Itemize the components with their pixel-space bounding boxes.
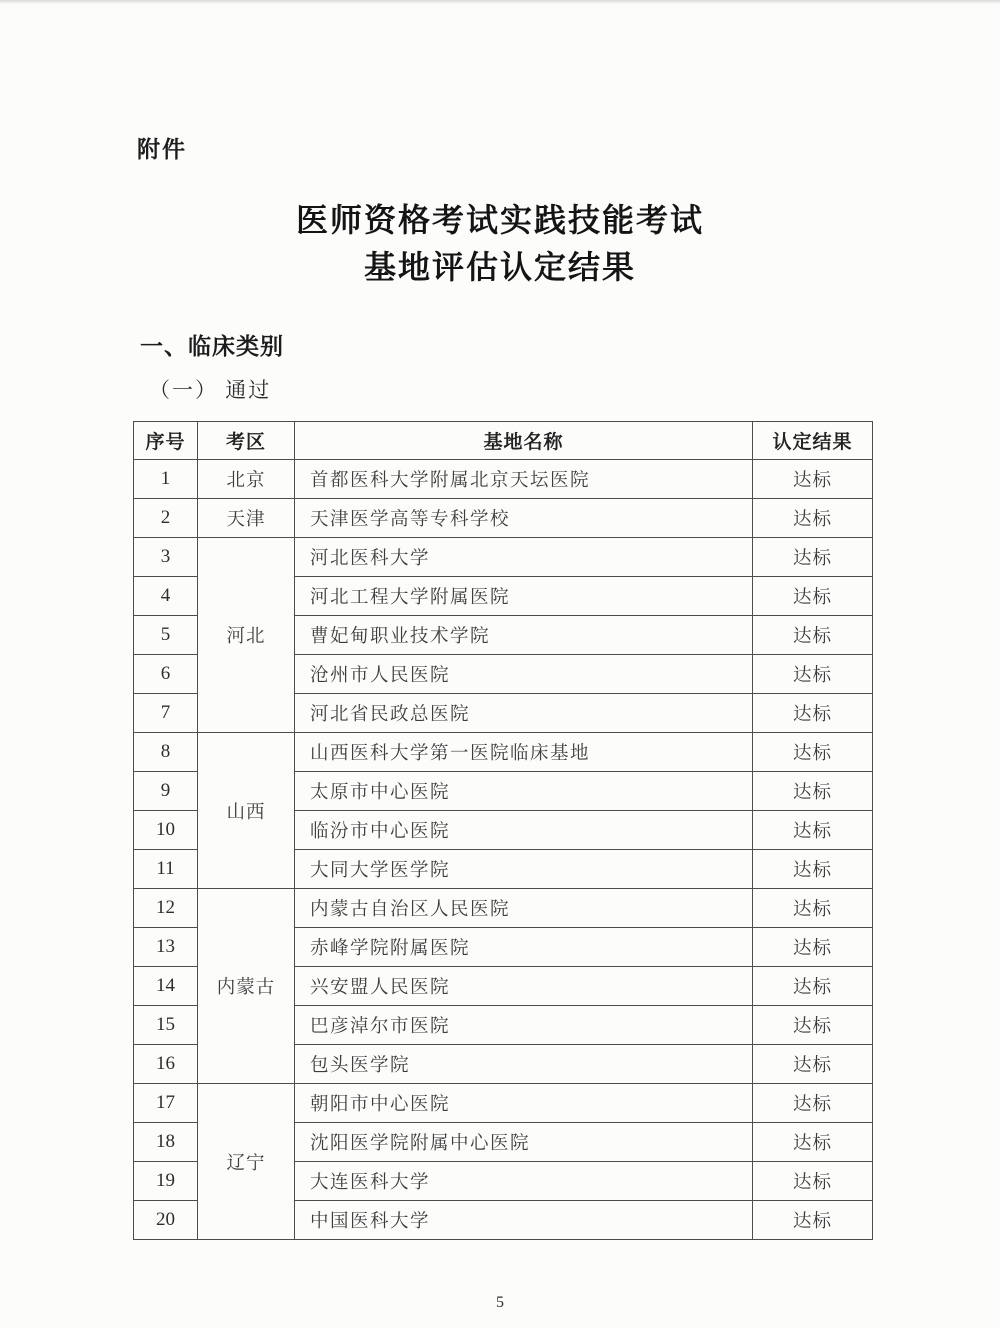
result-cell: 达标 bbox=[753, 538, 873, 577]
serial-number-cell: 16 bbox=[134, 1045, 198, 1084]
serial-number-cell: 10 bbox=[134, 811, 198, 850]
header-exam-region: 考区 bbox=[198, 422, 295, 460]
serial-number-cell: 2 bbox=[134, 499, 198, 538]
base-name-cell: 中国医科大学 bbox=[295, 1201, 753, 1240]
page-number: 5 bbox=[496, 1294, 504, 1311]
result-cell: 达标 bbox=[753, 577, 873, 616]
serial-number-cell: 9 bbox=[134, 772, 198, 811]
base-name-cell: 山西医科大学第一医院临床基地 bbox=[295, 733, 753, 772]
table-row bbox=[134, 1084, 873, 1123]
header-serial-number: 序号 bbox=[134, 422, 198, 460]
table-header bbox=[134, 422, 873, 460]
result-cell: 达标 bbox=[753, 694, 873, 733]
result-cell: 达标 bbox=[753, 1084, 873, 1123]
base-name-cell: 临汾市中心医院 bbox=[295, 811, 753, 850]
base-name-cell: 沈阳医学院附属中心医院 bbox=[295, 1123, 753, 1162]
base-name-cell: 首都医科大学附属北京天坛医院 bbox=[295, 460, 753, 499]
result-cell: 达标 bbox=[753, 772, 873, 811]
base-name-cell: 大同大学医学院 bbox=[295, 850, 753, 889]
result-cell: 达标 bbox=[753, 928, 873, 967]
base-name-cell: 兴安盟人民医院 bbox=[295, 967, 753, 1006]
base-name-cell: 沧州市人民医院 bbox=[295, 655, 753, 694]
serial-number-cell: 1 bbox=[134, 460, 198, 499]
result-cell: 达标 bbox=[753, 616, 873, 655]
serial-number-cell: 6 bbox=[134, 655, 198, 694]
base-name-cell: 河北工程大学附属医院 bbox=[295, 577, 753, 616]
base-name-cell: 大连医科大学 bbox=[295, 1162, 753, 1201]
base-name-cell: 朝阳市中心医院 bbox=[295, 1084, 753, 1123]
base-name-cell: 内蒙古自治区人民医院 bbox=[295, 889, 753, 928]
header-assessment-result: 认定结果 bbox=[753, 422, 873, 460]
region-cell-hebei: 河北 bbox=[198, 538, 295, 733]
table-header-row bbox=[134, 422, 873, 460]
table-row bbox=[134, 733, 873, 772]
header-base-name: 基地名称 bbox=[295, 422, 753, 460]
serial-number-cell: 18 bbox=[134, 1123, 198, 1162]
document-title bbox=[0, 197, 1000, 291]
result-cell: 达标 bbox=[753, 967, 873, 1006]
result-cell: 达标 bbox=[753, 850, 873, 889]
base-name-cell: 包头医学院 bbox=[295, 1045, 753, 1084]
document-title-line2: 基地评估认定结果 bbox=[363, 249, 636, 285]
serial-number-cell: 14 bbox=[134, 967, 198, 1006]
base-name-cell: 天津医学高等专科学校 bbox=[295, 499, 753, 538]
table-row bbox=[134, 889, 873, 928]
region-cell-neimenggu: 内蒙古 bbox=[198, 889, 295, 1084]
result-cell: 达标 bbox=[753, 1123, 873, 1162]
result-cell: 达标 bbox=[753, 1162, 873, 1201]
serial-number-cell: 8 bbox=[134, 733, 198, 772]
subsection-heading-passed: （一） 通过 bbox=[149, 378, 272, 402]
serial-number-cell: 17 bbox=[134, 1084, 198, 1123]
table-row bbox=[134, 538, 873, 577]
result-cell: 达标 bbox=[753, 1201, 873, 1240]
serial-number-cell: 15 bbox=[134, 1006, 198, 1045]
region-cell-beijing: 北京 bbox=[198, 460, 295, 499]
assessment-results-table bbox=[133, 421, 873, 1240]
result-cell: 达标 bbox=[753, 889, 873, 928]
serial-number-cell: 12 bbox=[134, 889, 198, 928]
serial-number-cell: 3 bbox=[134, 538, 198, 577]
base-name-cell: 河北医科大学 bbox=[295, 538, 753, 577]
result-cell: 达标 bbox=[753, 1006, 873, 1045]
region-cell-tianjin: 天津 bbox=[198, 499, 295, 538]
result-cell: 达标 bbox=[753, 499, 873, 538]
serial-number-cell: 4 bbox=[134, 577, 198, 616]
attachment-label: 附件 bbox=[137, 136, 187, 162]
result-cell: 达标 bbox=[753, 811, 873, 850]
document-title-line1: 医师资格考试实践技能考试 bbox=[295, 202, 704, 238]
serial-number-cell: 11 bbox=[134, 850, 198, 889]
base-name-cell: 太原市中心医院 bbox=[295, 772, 753, 811]
table-row bbox=[134, 460, 873, 499]
serial-number-cell: 19 bbox=[134, 1162, 198, 1201]
table-row bbox=[134, 499, 873, 538]
result-cell: 达标 bbox=[753, 460, 873, 499]
result-cell: 达标 bbox=[753, 733, 873, 772]
serial-number-cell: 13 bbox=[134, 928, 198, 967]
region-cell-shanxi: 山西 bbox=[198, 733, 295, 889]
serial-number-cell: 7 bbox=[134, 694, 198, 733]
result-cell: 达标 bbox=[753, 655, 873, 694]
base-name-cell: 曹妃甸职业技术学院 bbox=[295, 616, 753, 655]
region-cell-liaoning: 辽宁 bbox=[198, 1084, 295, 1240]
base-name-cell: 赤峰学院附属医院 bbox=[295, 928, 753, 967]
base-name-cell: 巴彦淖尔市医院 bbox=[295, 1006, 753, 1045]
result-cell: 达标 bbox=[753, 1045, 873, 1084]
base-name-cell: 河北省民政总医院 bbox=[295, 694, 753, 733]
section-heading-clinical-category: 一、临床类别 bbox=[140, 333, 284, 359]
serial-number-cell: 5 bbox=[134, 616, 198, 655]
serial-number-cell: 20 bbox=[134, 1201, 198, 1240]
